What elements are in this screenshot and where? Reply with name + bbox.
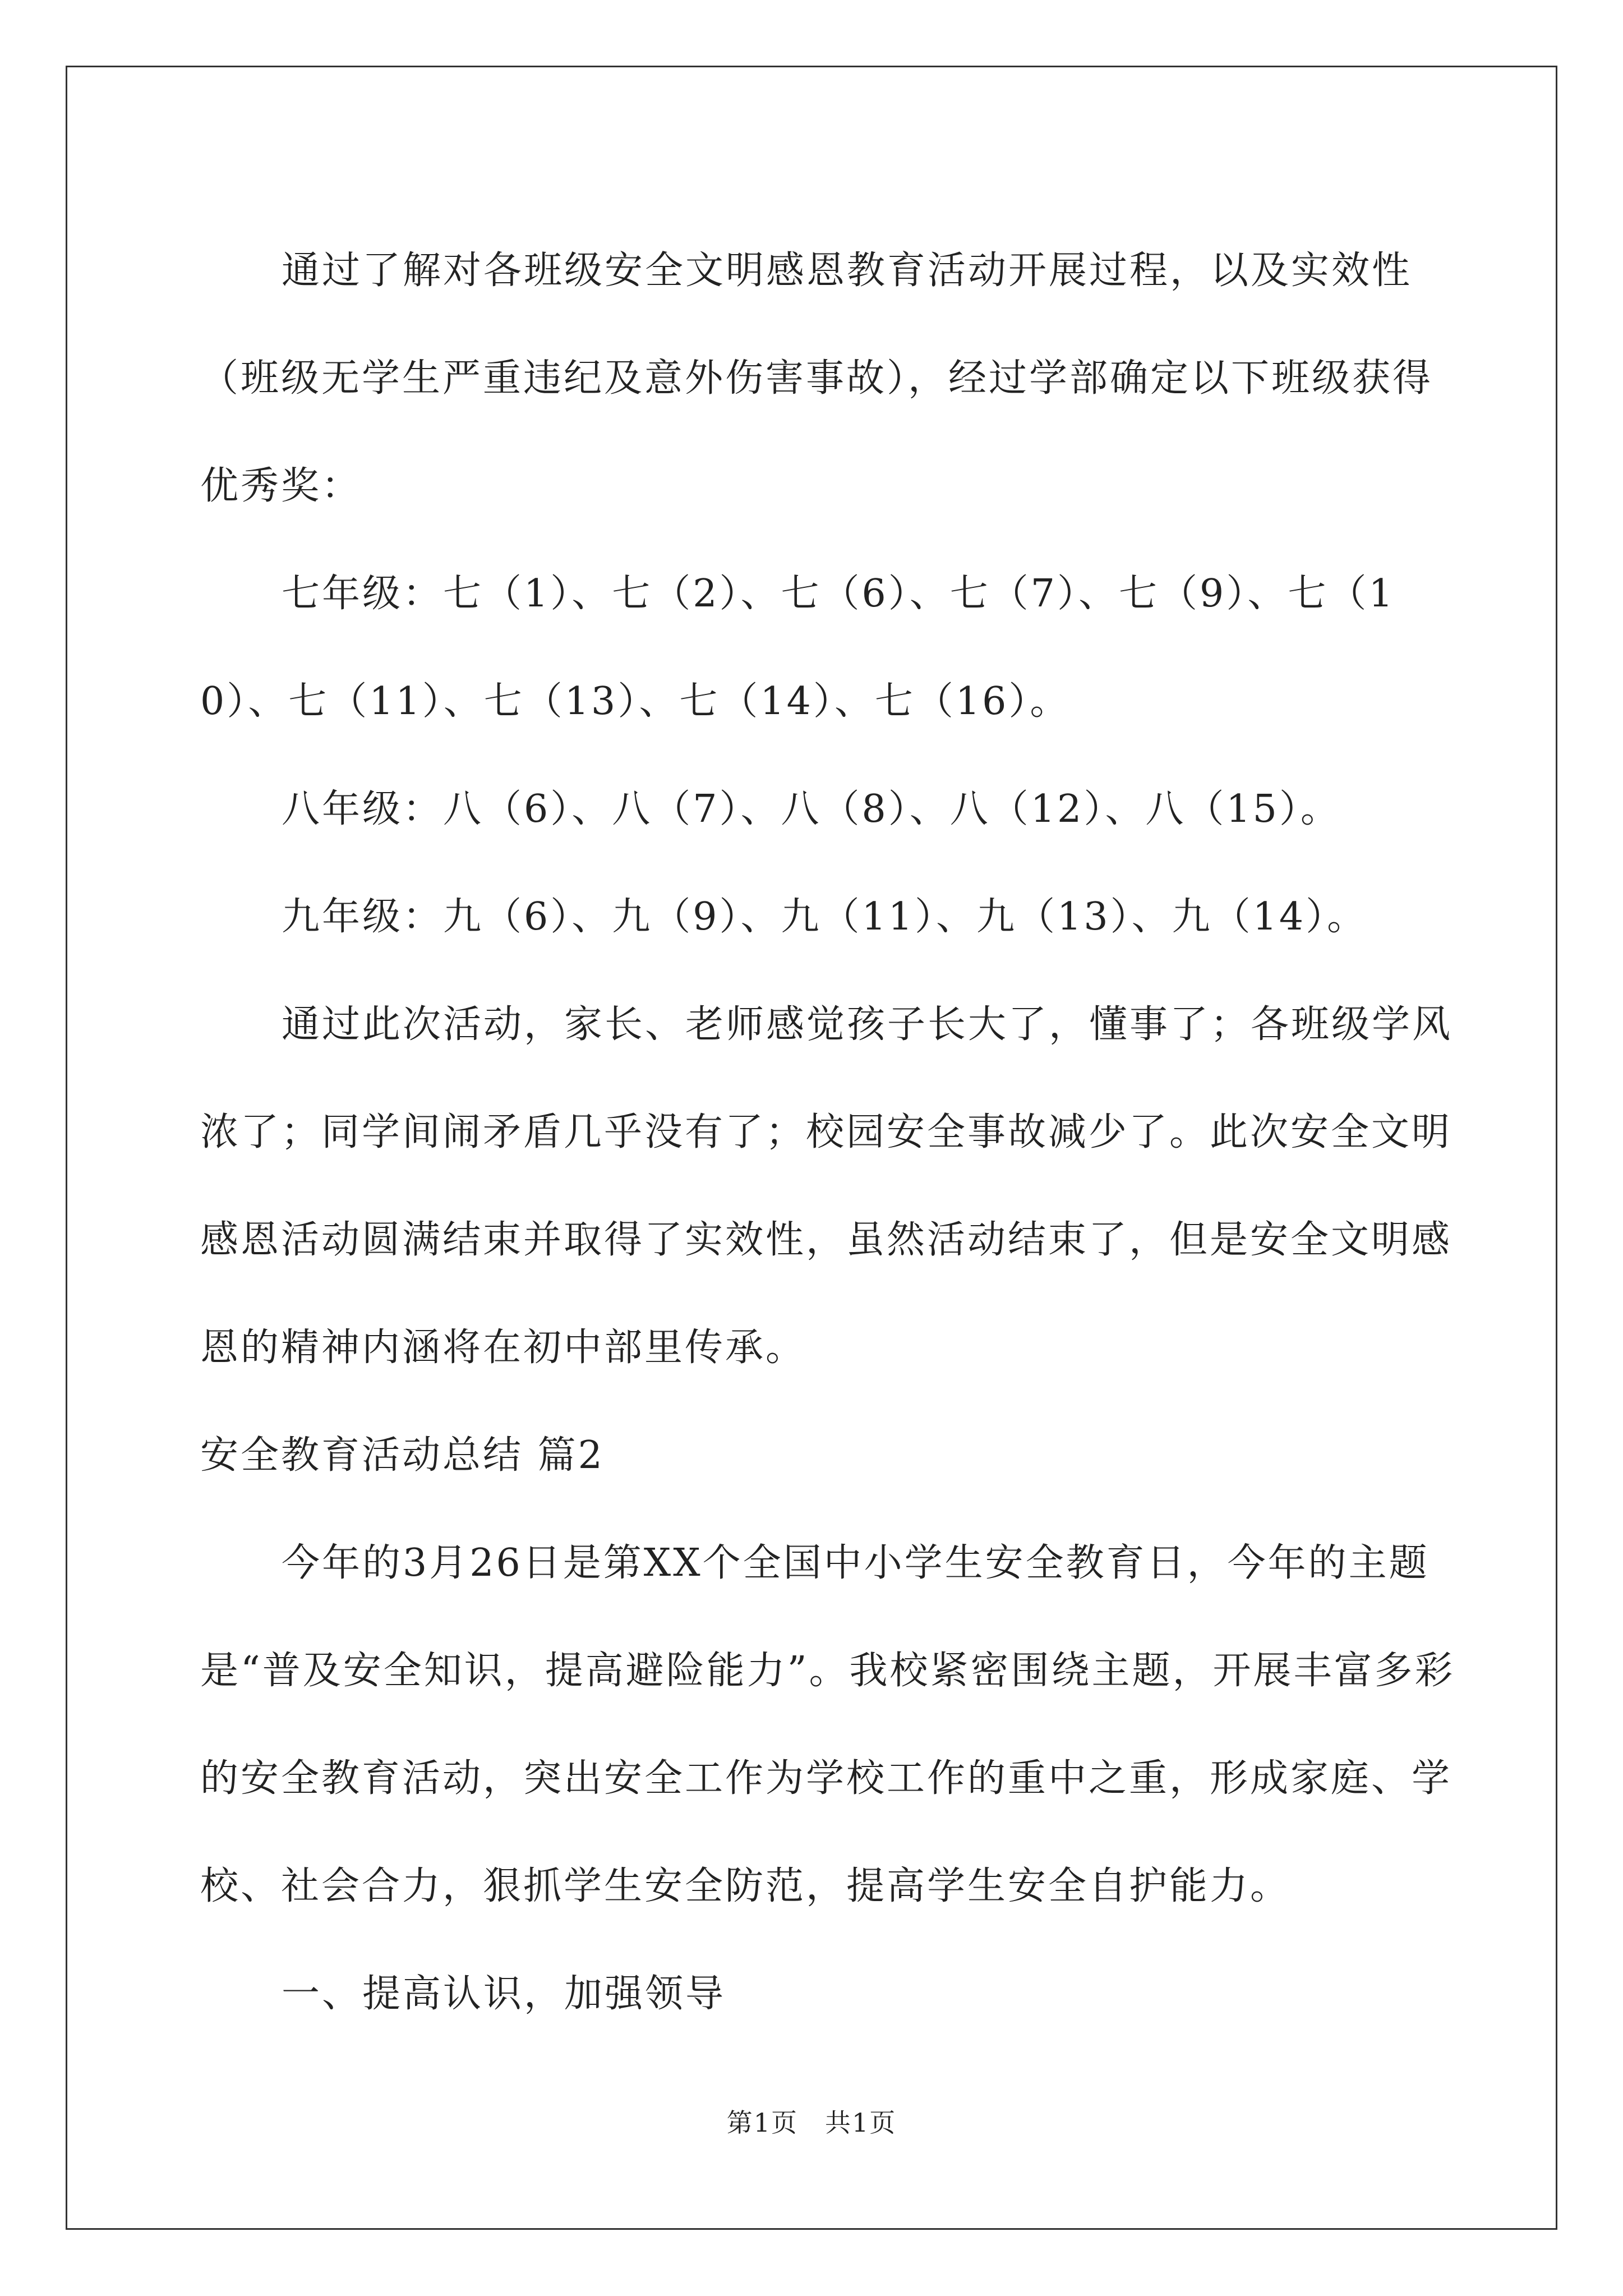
section-title: 安全教育活动总结 篇2: [200, 1433, 605, 1478]
paragraph-subheading-one: 一、提高认识，加强领导: [282, 1972, 726, 2016]
paragraph-grade-seven: 七年级：七（1）、七（2）、七（6）、七（7）、七（9）、七（10）、七（11）、七（13）、七（14）、七（16）。: [200, 572, 1395, 724]
document-body: [200, 217, 1456, 2048]
paragraph-award-intro: 通过了解对各班级安全文明感恩教育活动开展过程，以及实效性（班级无学生严重违纪及意外伤害事故），经过学部确定以下班级获得优秀奖：: [200, 249, 1433, 508]
page-footer: 第1页 共1页: [726, 2108, 897, 2138]
paragraph-activity-result: 通过此次活动，家长、老师感觉孩子长大了，懂事了；各班级学风浓了；同学间闹矛盾几乎没有了；校园安全事故减少了。此次安全文明感恩活动圆满结束并取得了实效性，虽然活动结束了，但是安全文明感恩的精神内涵将在初中部里传承。: [200, 1002, 1453, 1370]
paragraph-grade-eight: 八年级：八（6）、八（7）、八（8）、八（12）、八（15）。: [282, 787, 1341, 831]
paragraph-grade-nine: 九年级：九（6）、九（9）、九（11）、九（13）、九（14）。: [282, 895, 1368, 939]
paragraph-safety-day: 今年的3月26日是第XX个全国中小学生安全教育日，今年的主题是“普及安全知识，提高避险能力”。我校紧密围绕主题，开展丰富多彩的安全教育活动，突出安全工作为学校工作的重中之重，形成家庭、学校、社会合力，狠抓学生安全防范，提高学生安全自护能力。: [200, 1541, 1455, 1908]
